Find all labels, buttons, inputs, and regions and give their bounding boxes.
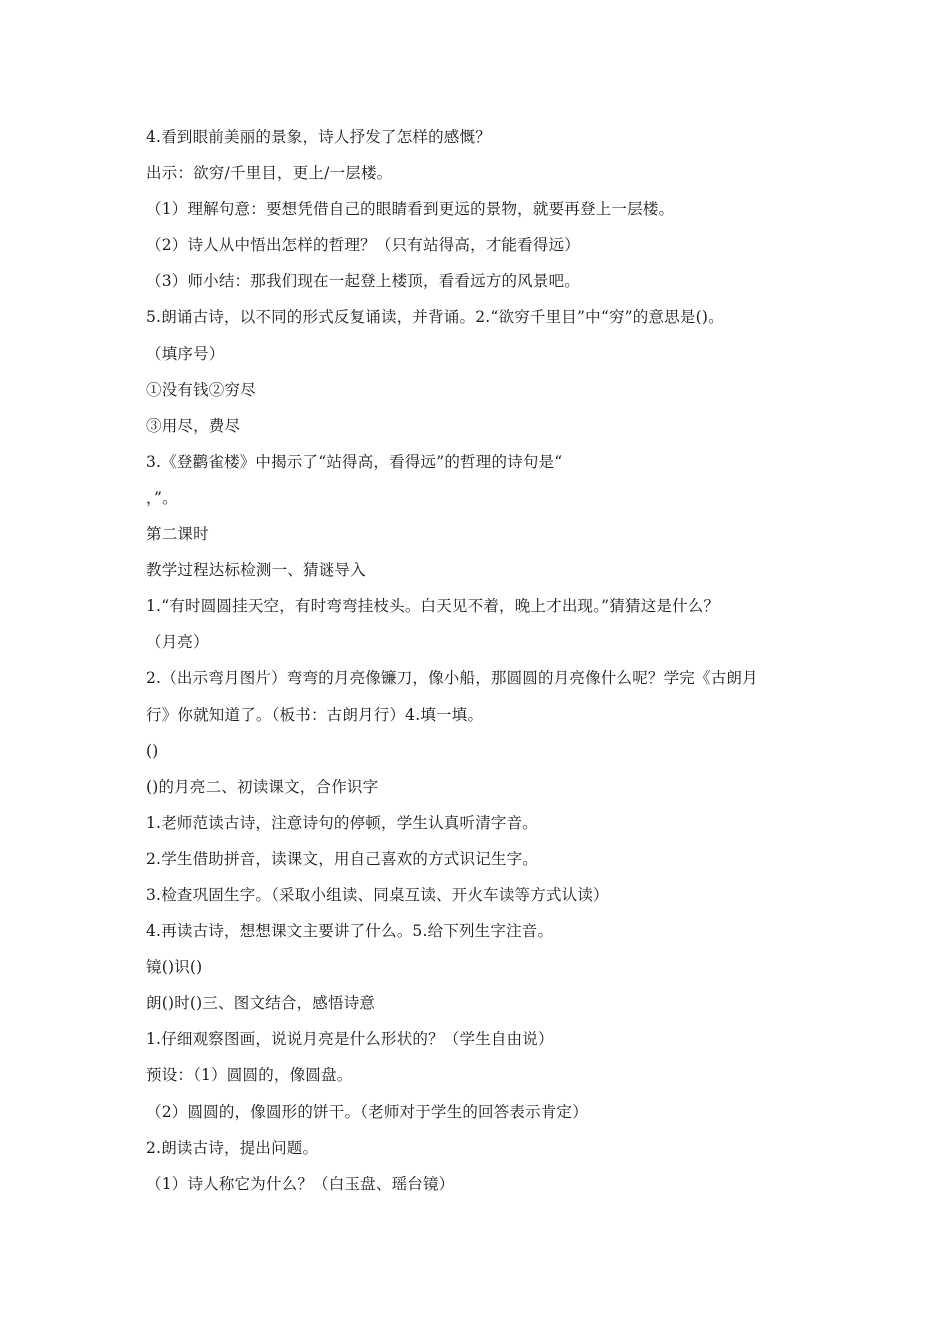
text-line: 预设：（1）圆圆的，像圆盘。 xyxy=(146,1066,353,1085)
text-line: 镜()识() xyxy=(146,958,203,977)
text-line: 1.“有时圆圆挂天空，有时弯弯挂枝头。白天见不着，晚上才出现。”猜猜这是什么？ xyxy=(146,597,720,616)
text-line: 1.老师范读古诗，注意诗句的停顿，学生认真听清字音。 xyxy=(146,813,538,832)
text-line: 5.朗诵古诗，以不同的形式反复诵读，并背诵。2.“欲穷千里目”中“穷”的意思是()。 xyxy=(146,308,724,327)
text-line: （2）诗人从中悟出怎样的哲理？（只有站得高，才能看得远） xyxy=(146,236,580,255)
text-line: （1）诗人称它为什么？（白玉盘、瑶台镜） xyxy=(146,1174,455,1193)
text-line: 教学过程达标检测一、猜谜导入 xyxy=(146,561,366,580)
text-line: （3）师小结：那我们现在一起登上楼顶，看看远方的风景吧。 xyxy=(146,272,580,291)
text-line: （2）圆圆的，像圆形的饼干。（老师对于学生的回答表示肯定） xyxy=(146,1102,588,1121)
text-line: ③用尽，费尽 xyxy=(146,416,241,435)
section-heading: 第二课时 xyxy=(146,525,209,544)
text-line: 4.看到眼前美丽的景象，诗人抒发了怎样的感慨？ xyxy=(146,128,491,146)
text-line: 朗()时()三、图文结合，感悟诗意 xyxy=(146,994,376,1013)
text-line: 1.仔细观察图画，说说月亮是什么形状的？（学生自由说） xyxy=(146,1030,554,1049)
text-line: （月亮） xyxy=(146,633,209,652)
text-line: 3.《登鹳雀楼》中揭示了“站得高，看得远”的哲理的诗句是“ xyxy=(146,452,563,471)
text-line: () xyxy=(146,741,159,760)
text-line: ，”。 xyxy=(146,488,178,507)
text-line: （填序号） xyxy=(146,344,225,363)
text-line: ①没有钱②穷尽 xyxy=(146,380,256,399)
text-line: 2.朗读古诗，提出问题。 xyxy=(146,1138,319,1157)
text-line: （1）理解句意：要想凭借自己的眼睛看到更远的景物，就要再登上一层楼。 xyxy=(146,200,675,219)
text-line: ()的月亮二、初读课文，合作识字 xyxy=(146,777,379,796)
text-line: 行》你就知道了。（板书：古朗月行）4.填一填。 xyxy=(146,705,484,724)
text-line: 3.检查巩固生字。（采取小组读、同桌互读、开火车读等方式认读） xyxy=(146,885,609,904)
text-line: 2.（出示弯月图片）弯弯的月亮像镰刀，像小船，那圆圆的月亮像什么呢？学完《古朗月 xyxy=(146,669,758,688)
text-line: 4.再读古诗，想想课文主要讲了什么。5.给下列生字注音。 xyxy=(146,922,554,941)
text-line: 2.学生借助拼音，读课文，用自己喜欢的方式识记生字。 xyxy=(146,849,538,868)
document-body xyxy=(146,124,826,1207)
text-line: 出示：欲穷/千里目，更上/一层楼。 xyxy=(146,164,393,183)
